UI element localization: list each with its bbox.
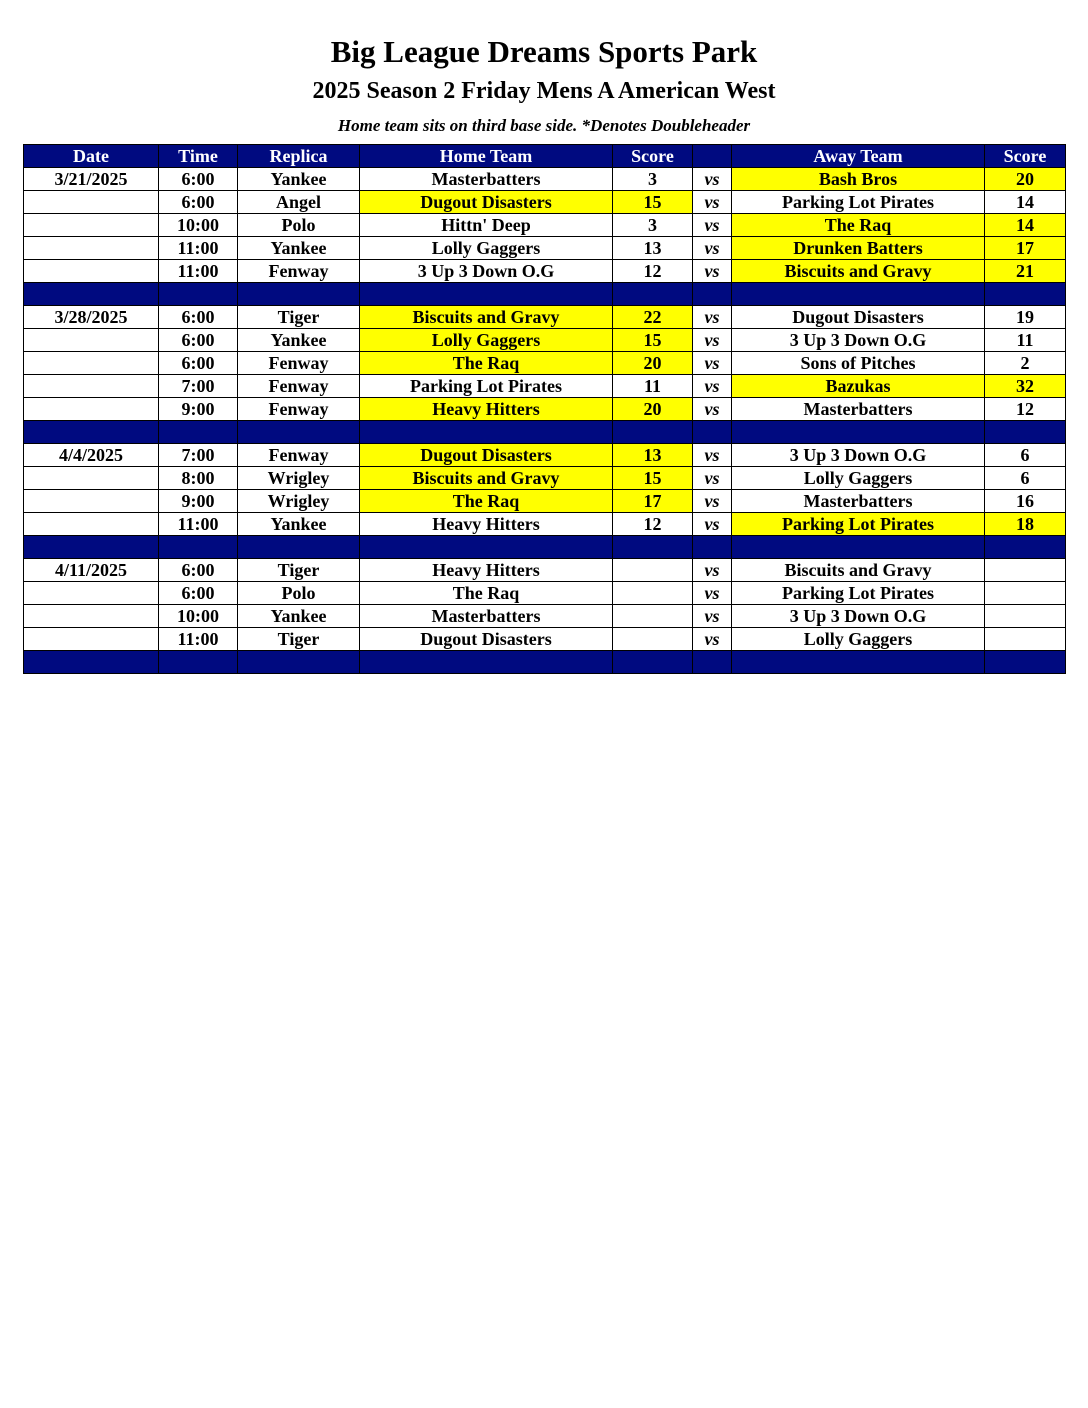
cell-home-team: Biscuits and Gravy [360, 306, 613, 329]
separator-cell [693, 283, 732, 306]
cell-time: 6:00 [159, 191, 238, 214]
cell-home-team: Hittn' Deep [360, 214, 613, 237]
col-header-vs [693, 145, 732, 168]
separator-cell [360, 651, 613, 674]
cell-date: 3/28/2025 [24, 306, 159, 329]
table-row [24, 605, 1066, 628]
cell-away-team: Sons of Pitches [732, 352, 985, 375]
cell-vs: vs [693, 628, 732, 651]
table-row [24, 398, 1066, 421]
col-header-time: Time [159, 145, 238, 168]
cell-time: 6:00 [159, 559, 238, 582]
week-separator-row [24, 651, 1066, 674]
cell-date: 4/4/2025 [24, 444, 159, 467]
separator-cell [693, 536, 732, 559]
cell-away-team: Lolly Gaggers [732, 467, 985, 490]
schedule-note: Home team sits on third base side. *Denotes Doubleheader [337, 116, 751, 135]
separator-cell [238, 421, 360, 444]
col-header-home-team: Home Team [360, 145, 613, 168]
table-row [24, 168, 1066, 191]
cell-home-team: Heavy Hitters [360, 559, 613, 582]
cell-home-score [613, 582, 693, 605]
cell-replica: Yankee [238, 237, 360, 260]
cell-vs: vs [693, 513, 732, 536]
cell-home-score: 13 [613, 237, 693, 260]
cell-away-score: 19 [985, 306, 1066, 329]
cell-away-score [985, 628, 1066, 651]
cell-replica: Fenway [238, 398, 360, 421]
cell-away-score: 16 [985, 490, 1066, 513]
col-header-away-score: Score [985, 145, 1066, 168]
cell-home-score: 13 [613, 444, 693, 467]
table-row [24, 582, 1066, 605]
cell-vs: vs [693, 352, 732, 375]
separator-cell [24, 421, 159, 444]
cell-time: 9:00 [159, 398, 238, 421]
cell-home-team: 3 Up 3 Down O.G [360, 260, 613, 283]
cell-home-score: 22 [613, 306, 693, 329]
cell-home-team: The Raq [360, 352, 613, 375]
cell-time: 6:00 [159, 582, 238, 605]
separator-cell [613, 421, 693, 444]
cell-replica: Yankee [238, 605, 360, 628]
cell-home-team: Dugout Disasters [360, 444, 613, 467]
week-separator-row [24, 283, 1066, 306]
separator-cell [238, 536, 360, 559]
separator-cell [985, 651, 1066, 674]
cell-replica: Tiger [238, 628, 360, 651]
cell-home-score: 15 [613, 191, 693, 214]
cell-home-score: 20 [613, 398, 693, 421]
cell-replica: Tiger [238, 559, 360, 582]
cell-replica: Fenway [238, 375, 360, 398]
cell-time: 11:00 [159, 237, 238, 260]
cell-away-team: Parking Lot Pirates [732, 191, 985, 214]
separator-cell [985, 421, 1066, 444]
separator-cell [360, 283, 613, 306]
schedule-table [23, 144, 1066, 674]
cell-away-score: 6 [985, 444, 1066, 467]
cell-replica: Wrigley [238, 490, 360, 513]
cell-date [24, 260, 159, 283]
table-row [24, 444, 1066, 467]
cell-date [24, 582, 159, 605]
separator-cell [24, 283, 159, 306]
cell-vs: vs [693, 306, 732, 329]
cell-home-score: 12 [613, 513, 693, 536]
cell-date [24, 467, 159, 490]
cell-replica: Polo [238, 214, 360, 237]
cell-replica: Yankee [238, 168, 360, 191]
table-row [24, 490, 1066, 513]
cell-replica: Fenway [238, 260, 360, 283]
cell-vs: vs [693, 467, 732, 490]
cell-vs: vs [693, 214, 732, 237]
cell-away-score: 14 [985, 214, 1066, 237]
cell-replica: Fenway [238, 444, 360, 467]
cell-home-team: Biscuits and Gravy [360, 467, 613, 490]
cell-home-team: Heavy Hitters [360, 398, 613, 421]
cell-date [24, 628, 159, 651]
separator-cell [985, 283, 1066, 306]
cell-away-team: 3 Up 3 Down O.G [732, 444, 985, 467]
cell-home-team: Lolly Gaggers [360, 329, 613, 352]
cell-date [24, 329, 159, 352]
cell-time: 11:00 [159, 513, 238, 536]
cell-vs: vs [693, 444, 732, 467]
cell-date [24, 605, 159, 628]
cell-home-score: 11 [613, 375, 693, 398]
cell-time: 11:00 [159, 260, 238, 283]
separator-cell [693, 651, 732, 674]
cell-date [24, 490, 159, 513]
cell-time: 7:00 [159, 444, 238, 467]
separator-cell [360, 421, 613, 444]
cell-vs: vs [693, 559, 732, 582]
separator-cell [613, 651, 693, 674]
cell-away-score: 14 [985, 191, 1066, 214]
cell-home-team: Lolly Gaggers [360, 237, 613, 260]
cell-date: 4/11/2025 [24, 559, 159, 582]
cell-time: 8:00 [159, 467, 238, 490]
separator-cell [732, 421, 985, 444]
cell-away-score [985, 582, 1066, 605]
table-row [24, 260, 1066, 283]
cell-date [24, 237, 159, 260]
table-row [24, 352, 1066, 375]
separator-cell [159, 651, 238, 674]
cell-away-team: 3 Up 3 Down O.G [732, 605, 985, 628]
cell-away-team: Drunken Batters [732, 237, 985, 260]
separator-cell [732, 536, 985, 559]
cell-vs: vs [693, 260, 732, 283]
cell-vs: vs [693, 329, 732, 352]
cell-away-team: Biscuits and Gravy [732, 559, 985, 582]
cell-time: 6:00 [159, 306, 238, 329]
cell-home-score [613, 628, 693, 651]
cell-replica: Yankee [238, 329, 360, 352]
separator-cell [238, 283, 360, 306]
table-row [24, 237, 1066, 260]
cell-vs: vs [693, 168, 732, 191]
table-row [24, 329, 1066, 352]
table-row [24, 191, 1066, 214]
cell-date [24, 513, 159, 536]
cell-home-score [613, 559, 693, 582]
cell-away-score: 6 [985, 467, 1066, 490]
cell-home-score: 15 [613, 467, 693, 490]
cell-away-score: 11 [985, 329, 1066, 352]
schedule-body [24, 168, 1066, 674]
separator-cell [732, 651, 985, 674]
table-row [24, 214, 1066, 237]
cell-away-score [985, 605, 1066, 628]
cell-away-score: 21 [985, 260, 1066, 283]
cell-vs: vs [693, 605, 732, 628]
table-row [24, 306, 1066, 329]
separator-cell [360, 536, 613, 559]
cell-home-score: 17 [613, 490, 693, 513]
cell-away-score: 18 [985, 513, 1066, 536]
cell-home-score: 3 [613, 168, 693, 191]
cell-date [24, 375, 159, 398]
table-header-row [24, 145, 1066, 168]
table-row [24, 559, 1066, 582]
cell-home-team: The Raq [360, 490, 613, 513]
separator-cell [613, 283, 693, 306]
cell-home-team: Parking Lot Pirates [360, 375, 613, 398]
cell-away-score: 12 [985, 398, 1066, 421]
separator-cell [24, 536, 159, 559]
cell-vs: vs [693, 490, 732, 513]
cell-replica: Tiger [238, 306, 360, 329]
cell-vs: vs [693, 237, 732, 260]
cell-away-team: The Raq [732, 214, 985, 237]
cell-replica: Wrigley [238, 467, 360, 490]
cell-vs: vs [693, 398, 732, 421]
table-row [24, 513, 1066, 536]
cell-time: 6:00 [159, 329, 238, 352]
cell-home-score: 15 [613, 329, 693, 352]
separator-cell [732, 283, 985, 306]
cell-vs: vs [693, 582, 732, 605]
separator-cell [985, 536, 1066, 559]
cell-home-team: Dugout Disasters [360, 191, 613, 214]
cell-away-score: 17 [985, 237, 1066, 260]
cell-time: 6:00 [159, 168, 238, 191]
cell-away-score: 32 [985, 375, 1066, 398]
cell-away-team: 3 Up 3 Down O.G [732, 329, 985, 352]
table-row [24, 628, 1066, 651]
cell-away-team: Parking Lot Pirates [732, 513, 985, 536]
col-header-away-team: Away Team [732, 145, 985, 168]
cell-time: 9:00 [159, 490, 238, 513]
cell-away-team: Lolly Gaggers [732, 628, 985, 651]
cell-time: 7:00 [159, 375, 238, 398]
week-separator-row [24, 421, 1066, 444]
cell-away-team: Masterbatters [732, 398, 985, 421]
cell-away-team: Biscuits and Gravy [732, 260, 985, 283]
separator-cell [24, 651, 159, 674]
cell-time: 10:00 [159, 214, 238, 237]
cell-away-team: Bazukas [732, 375, 985, 398]
cell-replica: Yankee [238, 513, 360, 536]
cell-home-team: Masterbatters [360, 168, 613, 191]
separator-cell [238, 651, 360, 674]
week-separator-row [24, 536, 1066, 559]
cell-time: 10:00 [159, 605, 238, 628]
cell-vs: vs [693, 375, 732, 398]
col-header-replica: Replica [238, 145, 360, 168]
cell-home-score [613, 605, 693, 628]
cell-away-team: Masterbatters [732, 490, 985, 513]
cell-home-team: Dugout Disasters [360, 628, 613, 651]
cell-home-score: 20 [613, 352, 693, 375]
cell-replica: Fenway [238, 352, 360, 375]
cell-home-score: 12 [613, 260, 693, 283]
cell-date [24, 398, 159, 421]
table-row [24, 375, 1066, 398]
cell-home-score: 3 [613, 214, 693, 237]
cell-date [24, 191, 159, 214]
page-title: Big League Dreams Sports Park [330, 34, 758, 69]
separator-cell [613, 536, 693, 559]
cell-away-team: Bash Bros [732, 168, 985, 191]
cell-away-team: Dugout Disasters [732, 306, 985, 329]
cell-date: 3/21/2025 [24, 168, 159, 191]
cell-time: 11:00 [159, 628, 238, 651]
cell-away-score: 20 [985, 168, 1066, 191]
separator-cell [159, 536, 238, 559]
col-header-date: Date [24, 145, 159, 168]
cell-time: 6:00 [159, 352, 238, 375]
col-header-home-score: Score [613, 145, 693, 168]
cell-away-team: Parking Lot Pirates [732, 582, 985, 605]
page-subtitle: 2025 Season 2 Friday Mens A American West [312, 78, 776, 104]
cell-home-team: The Raq [360, 582, 613, 605]
cell-away-score: 2 [985, 352, 1066, 375]
table-row [24, 467, 1066, 490]
cell-vs: vs [693, 191, 732, 214]
cell-date [24, 352, 159, 375]
cell-replica: Angel [238, 191, 360, 214]
cell-home-team: Heavy Hitters [360, 513, 613, 536]
cell-replica: Polo [238, 582, 360, 605]
cell-away-score [985, 559, 1066, 582]
separator-cell [159, 283, 238, 306]
separator-cell [159, 421, 238, 444]
separator-cell [693, 421, 732, 444]
cell-home-team: Masterbatters [360, 605, 613, 628]
cell-date [24, 214, 159, 237]
